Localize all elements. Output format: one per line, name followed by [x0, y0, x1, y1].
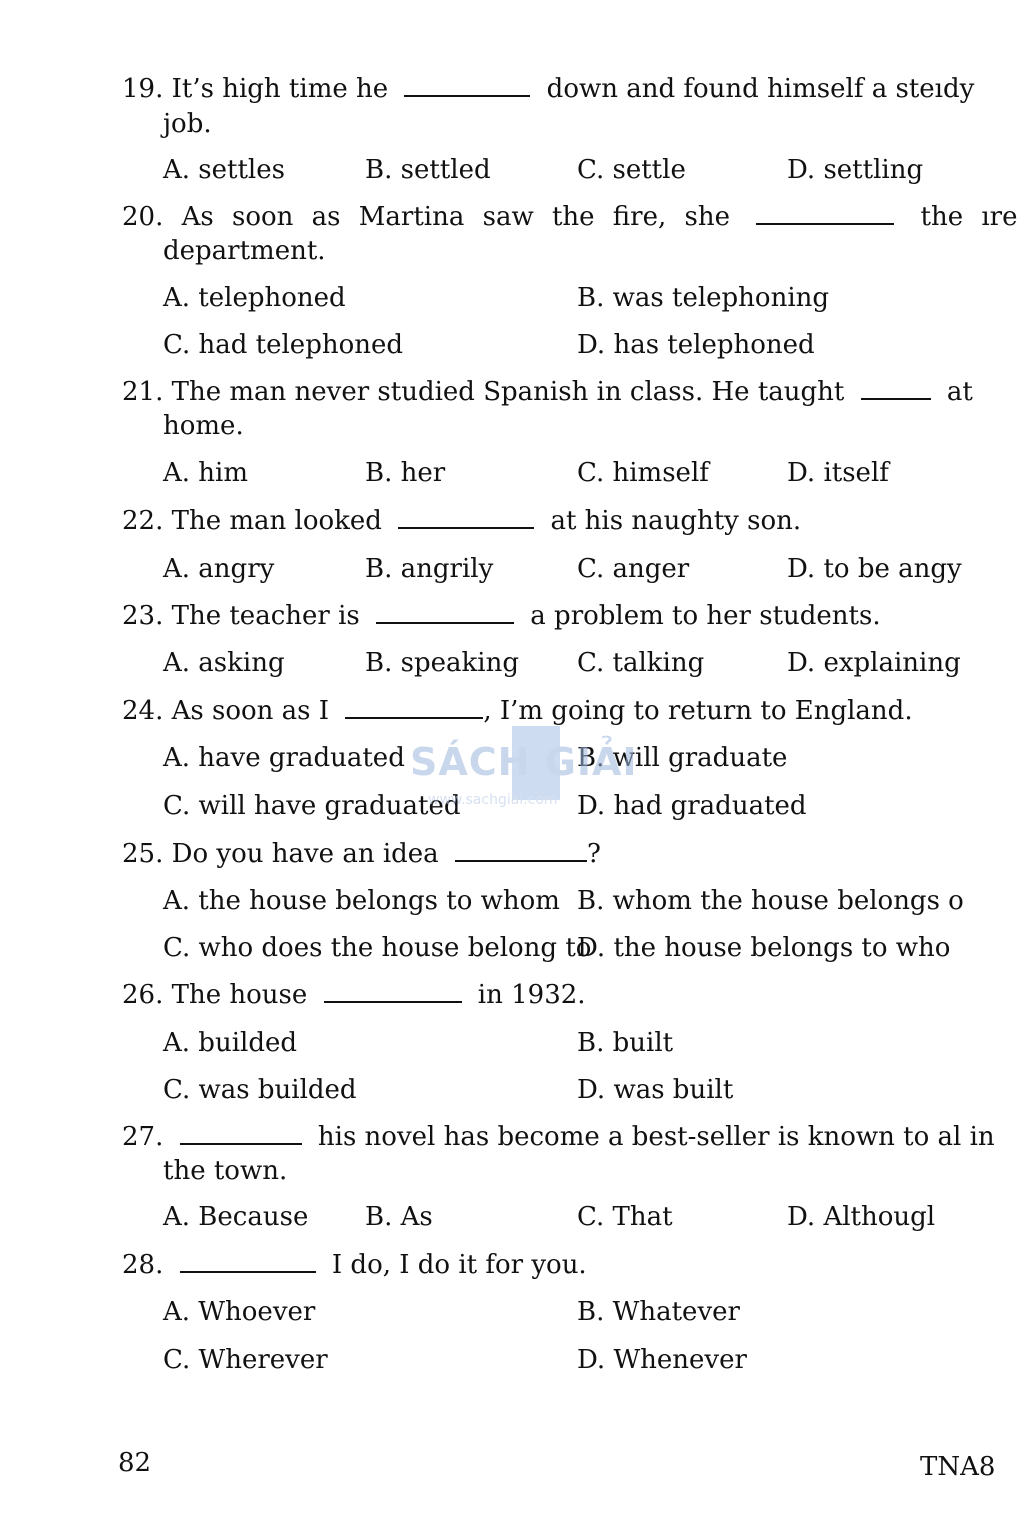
question-text-before: As soon as Martina saw the fire, she — [181, 202, 730, 232]
option-a: A. builded — [163, 1028, 297, 1058]
question-text-after: ? — [586, 839, 601, 869]
question-text-after: in 1932. — [477, 980, 586, 1010]
option-b: B. was telephoning — [577, 283, 830, 313]
option-a: A. Whoever — [163, 1297, 316, 1327]
answer-blank — [404, 73, 530, 97]
question-number: 19. — [122, 74, 164, 104]
answer-blank — [398, 505, 534, 529]
option-d: D. to be angy — [787, 554, 962, 584]
option-c: C. was builded — [163, 1075, 357, 1105]
option-d: D. explaining — [787, 648, 961, 678]
question-text-before: The man looked — [171, 506, 382, 536]
question-text-before: The man never studied Spanish in class. He taught — [171, 377, 845, 407]
answer-blank — [455, 838, 587, 862]
option-c: C. who does the house belong to — [163, 933, 592, 963]
option-a: A. have graduated — [163, 743, 405, 773]
question-continuation: the town. — [163, 1156, 288, 1186]
watermark-box-icon — [512, 726, 560, 800]
option-a: A. asking — [163, 648, 285, 678]
option-c: C. will have graduated — [163, 791, 461, 821]
answer-blank — [861, 376, 931, 400]
question-24 — [122, 694, 913, 728]
option-c: C. had telephoned — [163, 330, 404, 360]
answer-blank — [324, 979, 462, 1003]
option-b: B. settled — [365, 155, 491, 185]
question-text-after: down and found himself a steıdy — [546, 74, 975, 104]
question-text-after: the ıre — [920, 202, 1018, 232]
question-number: 22. — [122, 506, 164, 536]
question-number: 28. — [122, 1250, 164, 1280]
question-text-before: As soon as I — [171, 696, 330, 726]
question-continuation: job. — [163, 109, 212, 139]
question-text-after: his novel has become a best-seller is known to al in — [317, 1122, 995, 1152]
option-b: B. As — [365, 1202, 433, 1232]
question-text-before: Do you have an idea — [171, 839, 439, 869]
question-20 — [122, 200, 1018, 234]
option-d: D. had graduated — [577, 791, 807, 821]
answer-blank — [756, 201, 894, 225]
option-c: C. settle — [577, 155, 686, 185]
question-text-after: at his naughty son. — [550, 506, 802, 536]
option-c: C. talking — [577, 648, 705, 678]
question-text-after: at — [946, 377, 973, 407]
page-number: 82 — [118, 1448, 152, 1478]
watermark-url: www.sachgiai.com — [428, 792, 558, 808]
option-b: B. her — [365, 458, 446, 488]
option-a: A. telephoned — [163, 283, 346, 313]
question-number: 23. — [122, 601, 164, 631]
question-19 — [122, 72, 974, 106]
option-d: D. was built — [577, 1075, 734, 1105]
option-d: D. Althougl — [787, 1202, 936, 1232]
question-text-before: The house — [171, 980, 308, 1010]
question-number: 26. — [122, 980, 164, 1010]
option-b: B. built — [577, 1028, 674, 1058]
option-b: B. Whatever — [577, 1297, 740, 1327]
option-d: D. Whenever — [577, 1345, 747, 1375]
option-c: C. That — [577, 1202, 673, 1232]
answer-blank — [376, 600, 514, 624]
question-number: 24. — [122, 696, 164, 726]
question-number: 27. — [122, 1122, 164, 1152]
question-27 — [122, 1120, 995, 1154]
option-a: A. the house belongs to whom — [163, 886, 560, 916]
question-continuation: department. — [163, 236, 326, 266]
question-21 — [122, 375, 973, 409]
question-28 — [122, 1248, 587, 1282]
option-b: B. whom the house belongs o — [577, 886, 964, 916]
question-number: 21. — [122, 377, 164, 407]
question-continuation: home. — [163, 411, 244, 441]
option-c: C. himself — [577, 458, 709, 488]
question-text-after: , I’m going to return to England. — [483, 696, 913, 726]
book-code: TNA8 — [920, 1452, 996, 1482]
question-text-after: I do, I do it for you. — [331, 1250, 587, 1280]
answer-blank — [180, 1121, 302, 1145]
option-c: C. Wherever — [163, 1345, 328, 1375]
question-text-before: It’s high time he — [171, 74, 389, 104]
option-d: D. itself — [787, 458, 889, 488]
option-a: A. Because — [163, 1202, 309, 1232]
question-26 — [122, 978, 586, 1012]
option-b: B. speaking — [365, 648, 519, 678]
question-22 — [122, 504, 801, 538]
option-b: B. angrily — [365, 554, 494, 584]
option-c: C. anger — [577, 554, 690, 584]
option-a: A. him — [163, 458, 249, 488]
watermark-brand: SÁCH GIẢI — [410, 740, 638, 784]
option-d: D. settling — [787, 155, 924, 185]
question-text-before: The teacher is — [171, 601, 360, 631]
question-text-after: a problem to her students. — [530, 601, 881, 631]
option-a: A. angry — [163, 554, 275, 584]
option-b: B. will graduate — [577, 743, 788, 773]
option-d: D. the house belongs to who — [577, 933, 951, 963]
answer-blank — [180, 1249, 316, 1273]
answer-blank — [345, 695, 483, 719]
question-number: 20. — [122, 202, 164, 232]
question-23 — [122, 599, 881, 633]
question-25 — [122, 837, 601, 871]
question-number: 25. — [122, 839, 164, 869]
option-a: A. settles — [163, 155, 285, 185]
option-d: D. has telephoned — [577, 330, 815, 360]
